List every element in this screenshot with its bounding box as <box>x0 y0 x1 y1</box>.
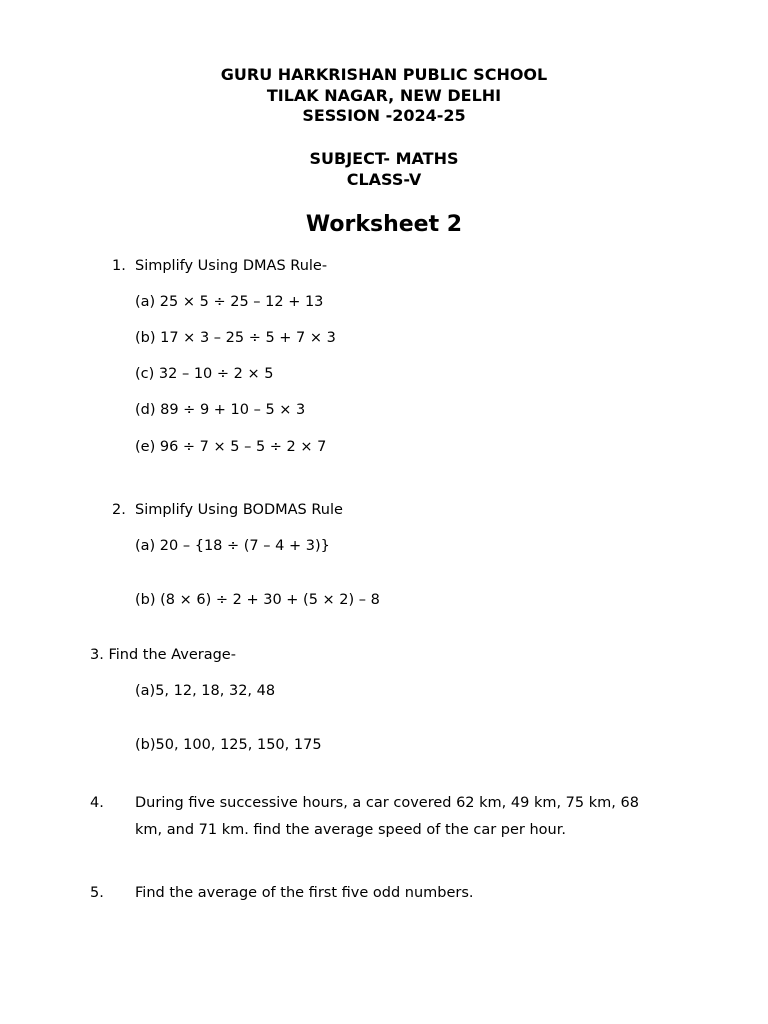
q4-text-line-1: During five successive hours, a car covered 62 km, 49 km, 75 km, 68 <box>135 795 639 811</box>
q2-prompt: Simplify Using BODMAS Rule <box>135 502 343 518</box>
q5-text: Find the average of the first five odd numbers. <box>135 885 474 901</box>
class-line: CLASS-V <box>346 170 422 189</box>
q2-part-a: (a) 20 – {18 ÷ (7 – 4 + 3)} <box>135 538 330 554</box>
q4-number: 4. <box>90 795 104 811</box>
q1-part-d: (d) 89 ÷ 9 + 10 – 5 × 3 <box>135 402 306 418</box>
subject-line: SUBJECT- MATHS <box>309 149 459 168</box>
q2-number: 2. <box>112 502 126 518</box>
q4-text-line-2: km, and 71 km. find the average speed of the car per hour. <box>135 822 566 838</box>
school-location: TILAK NAGAR, NEW DELHI <box>266 86 502 105</box>
q2-part-b: (b) (8 × 6) ÷ 2 + 30 + (5 × 2) – 8 <box>135 592 380 608</box>
q1-part-b: (b) 17 × 3 – 25 ÷ 5 + 7 × 3 <box>135 330 336 346</box>
q3-prompt: 3. Find the Average- <box>90 647 236 663</box>
q1-part-a: (a) 25 × 5 ÷ 25 – 12 + 13 <box>135 294 324 310</box>
q1-prompt: Simplify Using DMAS Rule- <box>135 258 328 274</box>
q1-part-c: (c) 32 – 10 ÷ 2 × 5 <box>135 366 274 382</box>
q3-part-b: (b)50, 100, 125, 150, 175 <box>135 737 322 753</box>
session-line: SESSION -2024-25 <box>302 106 466 125</box>
q1-part-e: (e) 96 ÷ 7 × 5 – 5 ÷ 2 × 7 <box>135 439 327 455</box>
school-name: GURU HARKRISHAN PUBLIC SCHOOL <box>220 65 548 84</box>
q1-number: 1. <box>112 258 126 274</box>
q5-number: 5. <box>90 885 104 901</box>
q3-part-a: (a)5, 12, 18, 32, 48 <box>135 683 276 699</box>
worksheet-title: Worksheet 2 <box>305 212 463 237</box>
